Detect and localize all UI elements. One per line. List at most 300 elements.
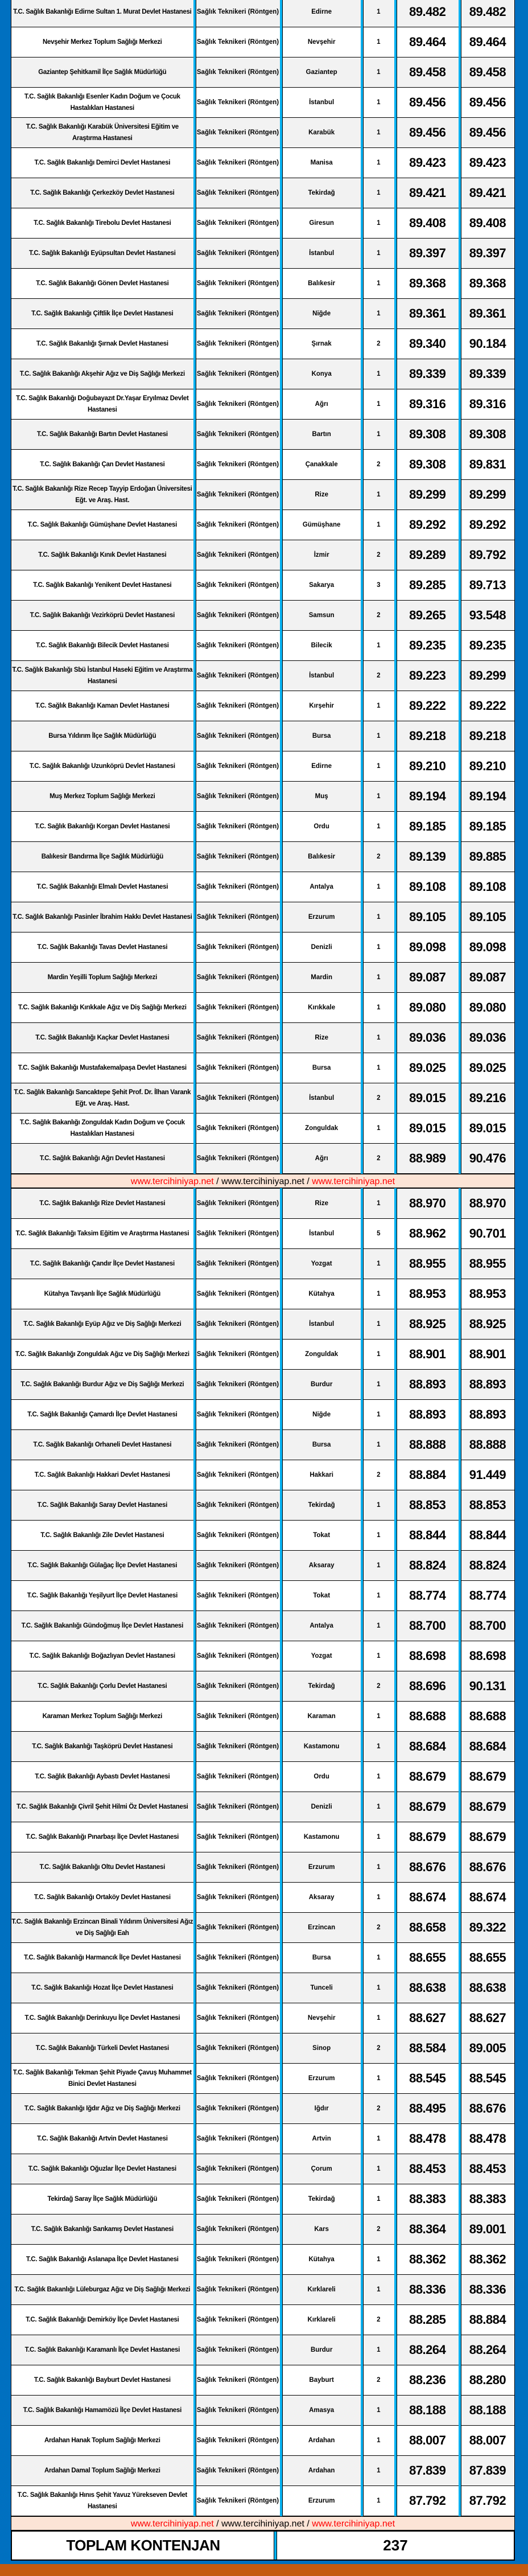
max-score-cell: 89.339 bbox=[460, 359, 515, 389]
min-score-cell: 89.464 bbox=[395, 27, 460, 57]
quota-cell: 1 bbox=[362, 1852, 395, 1883]
institution-cell: T.C. Sağlık Bakanlığı Artvin Devlet Hastanesi bbox=[11, 2124, 195, 2154]
table-row bbox=[11, 1732, 515, 1762]
quota-cell: 1 bbox=[362, 872, 395, 902]
institution-cell: T.C. Sağlık Bakanlığı Hakkari Devlet Hastanesi bbox=[11, 1460, 195, 1490]
program-cell: Sağlık Teknikeri (Röntgen) bbox=[195, 902, 282, 932]
table-row bbox=[11, 2365, 515, 2396]
program-cell: Sağlık Teknikeri (Röntgen) bbox=[195, 118, 282, 148]
quota-cell: 1 bbox=[362, 1279, 395, 1309]
quota-cell: 1 bbox=[362, 631, 395, 661]
table-row bbox=[11, 480, 515, 510]
program-cell: Sağlık Teknikeri (Röntgen) bbox=[195, 1551, 282, 1581]
institution-cell: T.C. Sağlık Bakanlığı Karabük Üniversitesi Eğitim ve Araştırma Hastanesi bbox=[11, 118, 195, 148]
quota-cell: 1 bbox=[362, 2456, 395, 2486]
watermark-link[interactable]: www.tercihiniyap.net bbox=[130, 1177, 214, 1186]
program-cell: Sağlık Teknikeri (Röntgen) bbox=[195, 1219, 282, 1249]
min-score-cell: 88.236 bbox=[395, 2365, 460, 2396]
max-score-cell: 88.774 bbox=[460, 1581, 515, 1611]
institution-cell: T.C. Sağlık Bakanlığı Hozat İlçe Devlet Hastanesi bbox=[11, 1973, 195, 2003]
program-cell: Sağlık Teknikeri (Röntgen) bbox=[195, 1370, 282, 1400]
min-score-cell: 88.684 bbox=[395, 1732, 460, 1762]
table-row bbox=[11, 1883, 515, 1913]
table-row bbox=[11, 208, 515, 239]
min-score-cell: 89.139 bbox=[395, 842, 460, 872]
program-cell: Sağlık Teknikeri (Röntgen) bbox=[195, 239, 282, 269]
institution-cell: T.C. Sağlık Bakanlığı Şırnak Devlet Hastanesi bbox=[11, 329, 195, 359]
max-score-cell: 88.844 bbox=[460, 1521, 515, 1551]
institution-cell: T.C. Sağlık Bakanlığı Zile Devlet Hastanesi bbox=[11, 1521, 195, 1551]
quota-cell: 1 bbox=[362, 1309, 395, 1340]
quota-cell: 1 bbox=[362, 1581, 395, 1611]
program-cell: Sağlık Teknikeri (Röntgen) bbox=[195, 993, 282, 1023]
table-row bbox=[11, 2275, 515, 2305]
city-cell: Zonguldak bbox=[281, 1340, 362, 1370]
city-cell: Bartın bbox=[281, 420, 362, 450]
table-row bbox=[11, 1279, 515, 1309]
table-row bbox=[11, 570, 515, 601]
table-row bbox=[11, 1023, 515, 1053]
program-cell: Sağlık Teknikeri (Röntgen) bbox=[195, 601, 282, 631]
program-cell: Sağlık Teknikeri (Röntgen) bbox=[195, 1490, 282, 1521]
city-cell: Tunceli bbox=[281, 1973, 362, 2003]
city-cell: Balıkesir bbox=[281, 842, 362, 872]
max-score-cell: 89.108 bbox=[460, 872, 515, 902]
city-cell: Tekirdağ bbox=[281, 1490, 362, 1521]
quota-cell: 1 bbox=[362, 88, 395, 118]
table-row bbox=[11, 1973, 515, 2003]
max-score-cell: 90.701 bbox=[460, 1219, 515, 1249]
institution-cell: Mardin Yeşilli Toplum Sağlığı Merkezi bbox=[11, 963, 195, 993]
table-body-section-1 bbox=[11, 0, 515, 1174]
max-score-cell: 89.185 bbox=[460, 812, 515, 842]
table-row bbox=[11, 2396, 515, 2426]
quota-cell: 1 bbox=[362, 1822, 395, 1852]
city-cell: Kastamonu bbox=[281, 1732, 362, 1762]
max-score-cell: 89.361 bbox=[460, 299, 515, 329]
table-row bbox=[11, 1144, 515, 1174]
watermark-link[interactable]: www.tercihiniyap.net bbox=[312, 1177, 395, 1186]
min-score-cell: 88.362 bbox=[395, 2245, 460, 2275]
institution-cell: T.C. Sağlık Bakanlığı Türkeli Devlet Hastanesi bbox=[11, 2033, 195, 2064]
table-row bbox=[11, 2486, 515, 2516]
footer-band bbox=[0, 2564, 528, 2576]
program-cell: Sağlık Teknikeri (Röntgen) bbox=[195, 2275, 282, 2305]
city-cell: Ağrı bbox=[281, 1144, 362, 1174]
institution-cell: T.C. Sağlık Bakanlığı Zonguldak Kadın Doğum ve Çocuk Hastalıkları Hastanesi bbox=[11, 1114, 195, 1144]
table-row bbox=[11, 631, 515, 661]
table-row bbox=[11, 751, 515, 782]
table-row bbox=[11, 963, 515, 993]
table-row bbox=[11, 842, 515, 872]
table-row bbox=[11, 1551, 515, 1581]
program-cell: Sağlık Teknikeri (Röntgen) bbox=[195, 1279, 282, 1309]
institution-cell: Karaman Merkez Toplum Sağlığı Merkezi bbox=[11, 1702, 195, 1732]
program-cell: Sağlık Teknikeri (Röntgen) bbox=[195, 0, 282, 27]
table-row bbox=[11, 1641, 515, 1671]
program-cell: Sağlık Teknikeri (Röntgen) bbox=[195, 1114, 282, 1144]
institution-cell: T.C. Sağlık Bakanlığı Pasinler İbrahim Hakkı Devlet Hastanesi bbox=[11, 902, 195, 932]
watermark-row-1 bbox=[11, 1174, 515, 1188]
quota-cell: 1 bbox=[362, 389, 395, 420]
quota-cell: 1 bbox=[362, 2064, 395, 2094]
institution-cell: T.C. Sağlık Bakanlığı Saray Devlet Hastanesi bbox=[11, 1490, 195, 1521]
min-score-cell: 89.421 bbox=[395, 178, 460, 208]
institution-cell: T.C. Sağlık Bakanlığı Elmalı Devlet Hastanesi bbox=[11, 872, 195, 902]
city-cell: Denizli bbox=[281, 932, 362, 963]
max-score-cell: 87.839 bbox=[460, 2456, 515, 2486]
city-cell: Kırşehir bbox=[281, 691, 362, 721]
program-cell: Sağlık Teknikeri (Röntgen) bbox=[195, 329, 282, 359]
institution-cell: T.C. Sağlık Bakanlığı Tekman Şehit Piyade Çavuş Muhammet Binici Devlet Hastanesi bbox=[11, 2064, 195, 2094]
program-cell: Sağlık Teknikeri (Röntgen) bbox=[195, 2456, 282, 2486]
min-score-cell: 87.839 bbox=[395, 2456, 460, 2486]
table-row bbox=[11, 1913, 515, 1943]
program-cell: Sağlık Teknikeri (Röntgen) bbox=[195, 1083, 282, 1114]
program-cell: Sağlık Teknikeri (Röntgen) bbox=[195, 299, 282, 329]
watermark-link[interactable]: www.tercihiniyap.net bbox=[221, 1177, 304, 1186]
min-score-cell: 89.222 bbox=[395, 691, 460, 721]
institution-cell: T.C. Sağlık Bakanlığı Demirci Devlet Hastanesi bbox=[11, 148, 195, 178]
min-score-cell: 89.368 bbox=[395, 269, 460, 299]
watermark-link[interactable]: www.tercihiniyap.net bbox=[130, 2519, 214, 2529]
min-score-cell: 89.308 bbox=[395, 420, 460, 450]
quota-cell: 1 bbox=[362, 1430, 395, 1460]
quota-cell: 1 bbox=[362, 2486, 395, 2516]
city-cell: Balıkesir bbox=[281, 269, 362, 299]
table-row bbox=[11, 993, 515, 1023]
max-score-cell: 88.676 bbox=[460, 2094, 515, 2124]
program-cell: Sağlık Teknikeri (Röntgen) bbox=[195, 1400, 282, 1430]
city-cell: Tokat bbox=[281, 1581, 362, 1611]
min-score-cell: 88.674 bbox=[395, 1883, 460, 1913]
institution-cell: T.C. Sağlık Bakanlığı Çorlu Devlet Hastanesi bbox=[11, 1671, 195, 1702]
program-cell: Sağlık Teknikeri (Röntgen) bbox=[195, 1852, 282, 1883]
max-score-cell: 89.482 bbox=[460, 0, 515, 27]
max-score-cell: 89.316 bbox=[460, 389, 515, 420]
institution-cell: T.C. Sağlık Bakanlığı Çamardı İlçe Devlet Hastanesi bbox=[11, 1400, 195, 1430]
table-row bbox=[11, 1114, 515, 1144]
program-cell: Sağlık Teknikeri (Röntgen) bbox=[195, 691, 282, 721]
city-cell: Bursa bbox=[281, 1053, 362, 1083]
program-cell: Sağlık Teknikeri (Röntgen) bbox=[195, 661, 282, 691]
institution-cell: T.C. Sağlık Bakanlığı Gümüşhane Devlet Hastanesi bbox=[11, 510, 195, 540]
max-score-cell: 89.423 bbox=[460, 148, 515, 178]
min-score-cell: 88.698 bbox=[395, 1641, 460, 1671]
watermark-row-2 bbox=[11, 2516, 515, 2530]
program-cell: Sağlık Teknikeri (Röntgen) bbox=[195, 751, 282, 782]
min-score-cell: 88.700 bbox=[395, 1611, 460, 1641]
table-row bbox=[11, 269, 515, 299]
quota-cell: 3 bbox=[362, 570, 395, 601]
quota-cell: 1 bbox=[362, 510, 395, 540]
max-score-cell: 88.453 bbox=[460, 2154, 515, 2184]
min-score-cell: 88.962 bbox=[395, 1219, 460, 1249]
institution-cell: T.C. Sağlık Bakanlığı Kırıkkale Ağız ve Diş Sağlığı Merkezi bbox=[11, 993, 195, 1023]
institution-cell: T.C. Sağlık Bakanlığı Çan Devlet Hastanesi bbox=[11, 450, 195, 480]
table-row bbox=[11, 1400, 515, 1430]
max-score-cell: 89.235 bbox=[460, 631, 515, 661]
table-row bbox=[11, 1219, 515, 1249]
quota-cell: 1 bbox=[362, 721, 395, 751]
quota-cell: 2 bbox=[362, 1144, 395, 1174]
max-score-cell: 89.464 bbox=[460, 27, 515, 57]
program-cell: Sağlık Teknikeri (Röntgen) bbox=[195, 872, 282, 902]
table-row bbox=[11, 420, 515, 450]
min-score-cell: 89.316 bbox=[395, 389, 460, 420]
city-cell: Şırnak bbox=[281, 329, 362, 359]
table-row bbox=[11, 661, 515, 691]
quota-cell: 2 bbox=[362, 2305, 395, 2335]
max-score-cell: 88.901 bbox=[460, 1340, 515, 1370]
min-score-cell: 89.210 bbox=[395, 751, 460, 782]
max-score-cell: 89.087 bbox=[460, 963, 515, 993]
quota-cell: 1 bbox=[362, 1551, 395, 1581]
institution-cell: T.C. Sağlık Bakanlığı Kaman Devlet Hastanesi bbox=[11, 691, 195, 721]
min-score-cell: 89.456 bbox=[395, 118, 460, 148]
table-row bbox=[11, 118, 515, 148]
program-cell: Sağlık Teknikeri (Röntgen) bbox=[195, 2365, 282, 2396]
quota-cell: 2 bbox=[362, 450, 395, 480]
table-row bbox=[11, 812, 515, 842]
program-cell: Sağlık Teknikeri (Röntgen) bbox=[195, 1702, 282, 1732]
min-score-cell: 89.458 bbox=[395, 57, 460, 88]
quota-cell: 1 bbox=[362, 148, 395, 178]
table-row bbox=[11, 2003, 515, 2033]
table-row bbox=[11, 1943, 515, 1973]
min-score-cell: 88.383 bbox=[395, 2184, 460, 2215]
min-score-cell: 88.893 bbox=[395, 1370, 460, 1400]
min-score-cell: 88.955 bbox=[395, 1249, 460, 1279]
institution-cell: T.C. Sağlık Bakanlığı Kaçkar Devlet Hastanesi bbox=[11, 1023, 195, 1053]
watermark-link[interactable]: www.tercihiniyap.net bbox=[312, 2519, 395, 2529]
city-cell: Ordu bbox=[281, 812, 362, 842]
program-cell: Sağlık Teknikeri (Röntgen) bbox=[195, 721, 282, 751]
table-row bbox=[11, 1581, 515, 1611]
watermark-link[interactable]: www.tercihiniyap.net bbox=[221, 2519, 304, 2529]
institution-cell: T.C. Sağlık Bakanlığı Bayburt Devlet Hastanesi bbox=[11, 2365, 195, 2396]
min-score-cell: 88.188 bbox=[395, 2396, 460, 2426]
table-row bbox=[11, 88, 515, 118]
min-score-cell: 89.108 bbox=[395, 872, 460, 902]
max-score-cell: 88.655 bbox=[460, 1943, 515, 1973]
max-score-cell: 88.684 bbox=[460, 1732, 515, 1762]
table-row bbox=[11, 2426, 515, 2456]
program-cell: Sağlık Teknikeri (Röntgen) bbox=[195, 178, 282, 208]
min-score-cell: 89.087 bbox=[395, 963, 460, 993]
program-cell: Sağlık Teknikeri (Röntgen) bbox=[195, 2184, 282, 2215]
min-score-cell: 89.025 bbox=[395, 1053, 460, 1083]
min-score-cell: 88.953 bbox=[395, 1279, 460, 1309]
quota-cell: 1 bbox=[362, 963, 395, 993]
table-row bbox=[11, 932, 515, 963]
max-score-cell: 89.792 bbox=[460, 540, 515, 570]
city-cell: Karaman bbox=[281, 1702, 362, 1732]
max-score-cell: 88.336 bbox=[460, 2275, 515, 2305]
min-score-cell: 88.584 bbox=[395, 2033, 460, 2064]
program-cell: Sağlık Teknikeri (Röntgen) bbox=[195, 1641, 282, 1671]
program-cell: Sağlık Teknikeri (Röntgen) bbox=[195, 1023, 282, 1053]
min-score-cell: 89.265 bbox=[395, 601, 460, 631]
min-score-cell: 87.792 bbox=[395, 2486, 460, 2516]
max-score-cell: 89.098 bbox=[460, 932, 515, 963]
min-score-cell: 88.453 bbox=[395, 2154, 460, 2184]
quota-cell: 1 bbox=[362, 782, 395, 812]
quota-cell: 1 bbox=[362, 1053, 395, 1083]
city-cell: Burdur bbox=[281, 1370, 362, 1400]
max-score-cell: 88.280 bbox=[460, 2365, 515, 2396]
table-row bbox=[11, 1762, 515, 1792]
min-score-cell: 89.299 bbox=[395, 480, 460, 510]
quota-cell: 2 bbox=[362, 601, 395, 631]
city-cell: Niğde bbox=[281, 299, 362, 329]
table-row bbox=[11, 1490, 515, 1521]
table-row bbox=[11, 782, 515, 812]
quota-cell: 1 bbox=[362, 2335, 395, 2365]
city-cell: İstanbul bbox=[281, 239, 362, 269]
city-cell: Erzurum bbox=[281, 2064, 362, 2094]
program-cell: Sağlık Teknikeri (Röntgen) bbox=[195, 27, 282, 57]
city-cell: İzmir bbox=[281, 540, 362, 570]
institution-cell: T.C. Sağlık Bakanlığı Çerkezköy Devlet Hastanesi bbox=[11, 178, 195, 208]
min-score-cell: 88.824 bbox=[395, 1551, 460, 1581]
max-score-cell: 90.184 bbox=[460, 329, 515, 359]
institution-cell: T.C. Sağlık Bakanlığı Aslanapa İlçe Devlet Hastanesi bbox=[11, 2245, 195, 2275]
city-cell: Erzincan bbox=[281, 1913, 362, 1943]
city-cell: İstanbul bbox=[281, 661, 362, 691]
table-row bbox=[11, 1189, 515, 1219]
program-cell: Sağlık Teknikeri (Röntgen) bbox=[195, 480, 282, 510]
quota-cell: 1 bbox=[362, 1732, 395, 1762]
program-cell: Sağlık Teknikeri (Röntgen) bbox=[195, 1521, 282, 1551]
city-cell: Gaziantep bbox=[281, 57, 362, 88]
quota-cell: 1 bbox=[362, 1883, 395, 1913]
city-cell: Kırklareli bbox=[281, 2305, 362, 2335]
table-row bbox=[11, 329, 515, 359]
institution-cell: T.C. Sağlık Bakanlığı Korgan Devlet Hastanesi bbox=[11, 812, 195, 842]
max-score-cell: 88.362 bbox=[460, 2245, 515, 2275]
program-cell: Sağlık Teknikeri (Röntgen) bbox=[195, 2335, 282, 2365]
city-cell: Antalya bbox=[281, 1611, 362, 1641]
max-score-cell: 88.627 bbox=[460, 2003, 515, 2033]
program-cell: Sağlık Teknikeri (Röntgen) bbox=[195, 1671, 282, 1702]
max-score-cell: 89.194 bbox=[460, 782, 515, 812]
max-score-cell: 88.478 bbox=[460, 2124, 515, 2154]
program-cell: Sağlık Teknikeri (Röntgen) bbox=[195, 1144, 282, 1174]
max-score-cell: 89.210 bbox=[460, 751, 515, 782]
program-cell: Sağlık Teknikeri (Röntgen) bbox=[195, 1732, 282, 1762]
table-row bbox=[11, 872, 515, 902]
min-score-cell: 89.423 bbox=[395, 148, 460, 178]
institution-cell: T.C. Sağlık Bakanlığı Hamamözü İlçe Devlet Hastanesi bbox=[11, 2396, 195, 2426]
min-score-cell: 88.285 bbox=[395, 2305, 460, 2335]
min-score-cell: 88.627 bbox=[395, 2003, 460, 2033]
quota-cell: 2 bbox=[362, 2215, 395, 2245]
max-score-cell: 88.970 bbox=[460, 1189, 515, 1219]
institution-cell: T.C. Sağlık Bakanlığı Edirne Sultan 1. Murat Devlet Hastanesi bbox=[11, 0, 195, 27]
quota-cell: 1 bbox=[362, 1490, 395, 1521]
city-cell: Artvin bbox=[281, 2124, 362, 2154]
max-score-cell: 89.308 bbox=[460, 420, 515, 450]
min-score-cell: 88.007 bbox=[395, 2426, 460, 2456]
program-cell: Sağlık Teknikeri (Röntgen) bbox=[195, 2064, 282, 2094]
program-cell: Sağlık Teknikeri (Röntgen) bbox=[195, 2154, 282, 2184]
program-cell: Sağlık Teknikeri (Röntgen) bbox=[195, 812, 282, 842]
city-cell: Yozgat bbox=[281, 1249, 362, 1279]
program-cell: Sağlık Teknikeri (Röntgen) bbox=[195, 570, 282, 601]
watermark-separator: / bbox=[213, 2519, 222, 2529]
program-cell: Sağlık Teknikeri (Röntgen) bbox=[195, 1581, 282, 1611]
table-row bbox=[11, 1792, 515, 1822]
table-row bbox=[11, 2305, 515, 2335]
program-cell: Sağlık Teknikeri (Röntgen) bbox=[195, 1309, 282, 1340]
max-score-cell: 89.456 bbox=[460, 118, 515, 148]
max-score-cell: 88.700 bbox=[460, 1611, 515, 1641]
max-score-cell: 88.188 bbox=[460, 2396, 515, 2426]
city-cell: İstanbul bbox=[281, 88, 362, 118]
max-score-cell: 89.005 bbox=[460, 2033, 515, 2064]
program-cell: Sağlık Teknikeri (Röntgen) bbox=[195, 2033, 282, 2064]
quota-cell: 1 bbox=[362, 2003, 395, 2033]
program-cell: Sağlık Teknikeri (Röntgen) bbox=[195, 2094, 282, 2124]
city-cell: Ordu bbox=[281, 1762, 362, 1792]
city-cell: Kırıkkale bbox=[281, 993, 362, 1023]
quota-cell: 1 bbox=[362, 359, 395, 389]
min-score-cell: 88.679 bbox=[395, 1762, 460, 1792]
min-score-cell: 89.194 bbox=[395, 782, 460, 812]
program-cell: Sağlık Teknikeri (Röntgen) bbox=[195, 420, 282, 450]
city-cell: Karabük bbox=[281, 118, 362, 148]
min-score-cell: 89.308 bbox=[395, 450, 460, 480]
city-cell: Antalya bbox=[281, 872, 362, 902]
min-score-cell: 88.688 bbox=[395, 1702, 460, 1732]
institution-cell: T.C. Sağlık Bakanlığı Erzincan Binali Yıldırım Üniversitesi Ağız ve Diş Sağlığı Eah bbox=[11, 1913, 195, 1943]
watermark-separator: / bbox=[304, 1177, 312, 1186]
quota-cell: 2 bbox=[362, 1671, 395, 1702]
table-row bbox=[11, 1249, 515, 1279]
program-cell: Sağlık Teknikeri (Röntgen) bbox=[195, 2215, 282, 2245]
min-score-cell: 89.456 bbox=[395, 88, 460, 118]
min-score-cell: 88.364 bbox=[395, 2215, 460, 2245]
table-row bbox=[11, 178, 515, 208]
quota-cell: 1 bbox=[362, 932, 395, 963]
program-cell: Sağlık Teknikeri (Röntgen) bbox=[195, 932, 282, 963]
min-score-cell: 88.478 bbox=[395, 2124, 460, 2154]
quota-cell: 1 bbox=[362, 1611, 395, 1641]
min-score-cell: 89.015 bbox=[395, 1083, 460, 1114]
quota-cell: 1 bbox=[362, 1249, 395, 1279]
program-cell: Sağlık Teknikeri (Röntgen) bbox=[195, 1822, 282, 1852]
max-score-cell: 87.792 bbox=[460, 2486, 515, 2516]
program-cell: Sağlık Teknikeri (Röntgen) bbox=[195, 1943, 282, 1973]
city-cell: Tokat bbox=[281, 1521, 362, 1551]
city-cell: Ağrı bbox=[281, 389, 362, 420]
quota-cell: 1 bbox=[362, 1521, 395, 1551]
quota-cell: 1 bbox=[362, 1762, 395, 1792]
quota-cell: 2 bbox=[362, 2365, 395, 2396]
min-score-cell: 89.235 bbox=[395, 631, 460, 661]
institution-cell: T.C. Sağlık Bakanlığı Aybastı Devlet Hastanesi bbox=[11, 1762, 195, 1792]
program-cell: Sağlık Teknikeri (Röntgen) bbox=[195, 269, 282, 299]
max-score-cell: 89.368 bbox=[460, 269, 515, 299]
city-cell: Samsun bbox=[281, 601, 362, 631]
min-score-cell: 89.339 bbox=[395, 359, 460, 389]
max-score-cell: 89.218 bbox=[460, 721, 515, 751]
city-cell: Erzurum bbox=[281, 1852, 362, 1883]
quota-cell: 1 bbox=[362, 691, 395, 721]
max-score-cell: 88.824 bbox=[460, 1551, 515, 1581]
city-cell: Muş bbox=[281, 782, 362, 812]
